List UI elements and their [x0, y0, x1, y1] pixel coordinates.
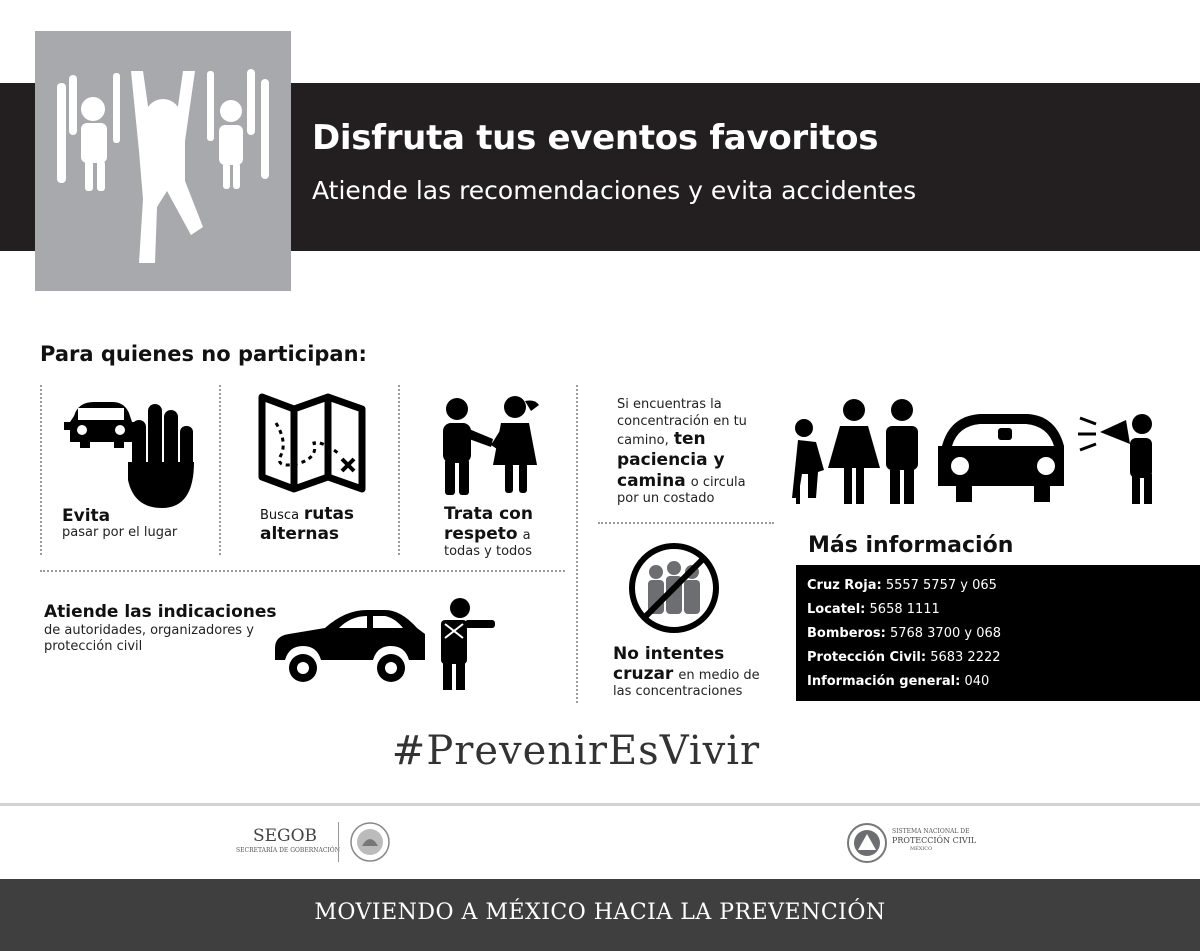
divider — [338, 822, 339, 862]
nocross-line2 — [613, 664, 760, 685]
crowd-icon — [35, 31, 291, 291]
item-trata-post2: todas y todos — [444, 544, 533, 559]
snpc-line3: MÉXICO — [910, 846, 933, 852]
divider — [576, 385, 578, 703]
item-rutas-pre: Busca — [260, 508, 300, 523]
item-evita-text: pasar por el lugar — [62, 525, 178, 540]
nocross-bold1: No intentes — [613, 644, 725, 664]
info-row — [807, 578, 997, 593]
snpc-line2: PROTECCIÓN CIVIL — [892, 836, 977, 845]
patience-line5-post: o circula — [690, 475, 746, 490]
info-value: 5768 3700 y 068 — [889, 626, 1002, 641]
item-atiende-line1: de autoridades, organizadores y — [44, 623, 254, 638]
info-title: Más información — [808, 533, 1014, 558]
item-trata-post1: a — [522, 528, 531, 543]
info-label: Bomberos: — [807, 626, 886, 641]
car-stop-icon — [62, 400, 202, 510]
info-row — [807, 674, 989, 689]
item-rutas-bold1: rutas — [303, 504, 355, 524]
info-label: Locatel: — [807, 602, 866, 617]
nocross-post1: en medio de — [678, 668, 760, 683]
page-subtitle: Atiende las recomendaciones y evita accidentes — [312, 176, 917, 205]
item-evita-bold: Evita — [62, 506, 111, 526]
patience-line3-bold: ten — [673, 429, 706, 449]
map-icon — [258, 393, 368, 493]
item-atiende-line2: protección civil — [44, 639, 143, 654]
couple-icon — [435, 395, 545, 495]
patience-line1: Si encuentras la — [617, 397, 722, 412]
info-box — [796, 565, 1200, 701]
info-row — [807, 602, 940, 617]
crowd-illustration — [35, 31, 291, 291]
segob-logo-subtext: SECRETARÍA DE GOBERNACIÓN — [236, 847, 340, 854]
snpc-line1: SISTEMA NACIONAL DE — [892, 828, 970, 835]
item-trata-bold1: Trata con — [444, 504, 533, 524]
item-rutas-bold2: alternas — [260, 524, 340, 544]
item-rutas-line1 — [260, 504, 354, 526]
info-label: Protección Civil: — [807, 650, 927, 665]
info-value: 040 — [964, 674, 990, 689]
item-atiende-bold: Atiende las indicaciones — [44, 602, 277, 622]
patience-line6: por un costado — [617, 491, 715, 506]
hashtag: #PrevenirEsVivir — [391, 728, 761, 774]
nocross-line3: las concentraciones — [613, 684, 743, 699]
section-title: Para quienes no participan: — [40, 342, 367, 366]
car-officer-icon — [275, 598, 505, 692]
info-value: 5683 2222 — [930, 650, 1001, 665]
info-value: 5557 5757 y 065 — [885, 578, 997, 593]
footer-divider — [0, 803, 1200, 806]
crowd-car-megaphone-icon — [790, 398, 1165, 508]
page-title: Disfruta tus eventos favoritos — [312, 118, 879, 158]
patience-line3 — [617, 429, 706, 450]
proteccion-civil-seal-icon — [846, 822, 888, 864]
divider — [219, 385, 221, 555]
segob-logo-text: SEGOB — [252, 826, 318, 846]
divider — [40, 385, 42, 555]
nocross-bold2: cruzar — [613, 664, 674, 684]
patience-line4: paciencia y — [617, 450, 725, 470]
footer-slogan: MOVIENDO A MÉXICO HACIA LA PREVENCIÓN — [314, 900, 886, 925]
divider — [40, 570, 565, 572]
info-row — [807, 650, 1001, 665]
divider — [598, 522, 774, 524]
patience-line5 — [617, 471, 746, 492]
info-value: 5658 1111 — [869, 602, 940, 617]
mexico-seal-icon — [348, 822, 392, 862]
patience-line2: concentración en tu — [617, 414, 747, 429]
patience-line5-bold: camina — [617, 471, 686, 491]
item-trata-line2 — [444, 524, 531, 545]
patience-line3-pre: camino, — [617, 433, 669, 448]
info-label: Cruz Roja: — [807, 578, 882, 593]
info-row — [807, 626, 1001, 641]
no-crossing-icon — [626, 540, 722, 636]
info-label: Información general: — [807, 674, 961, 689]
divider — [398, 385, 400, 555]
item-trata-bold2: respeto — [444, 524, 518, 544]
